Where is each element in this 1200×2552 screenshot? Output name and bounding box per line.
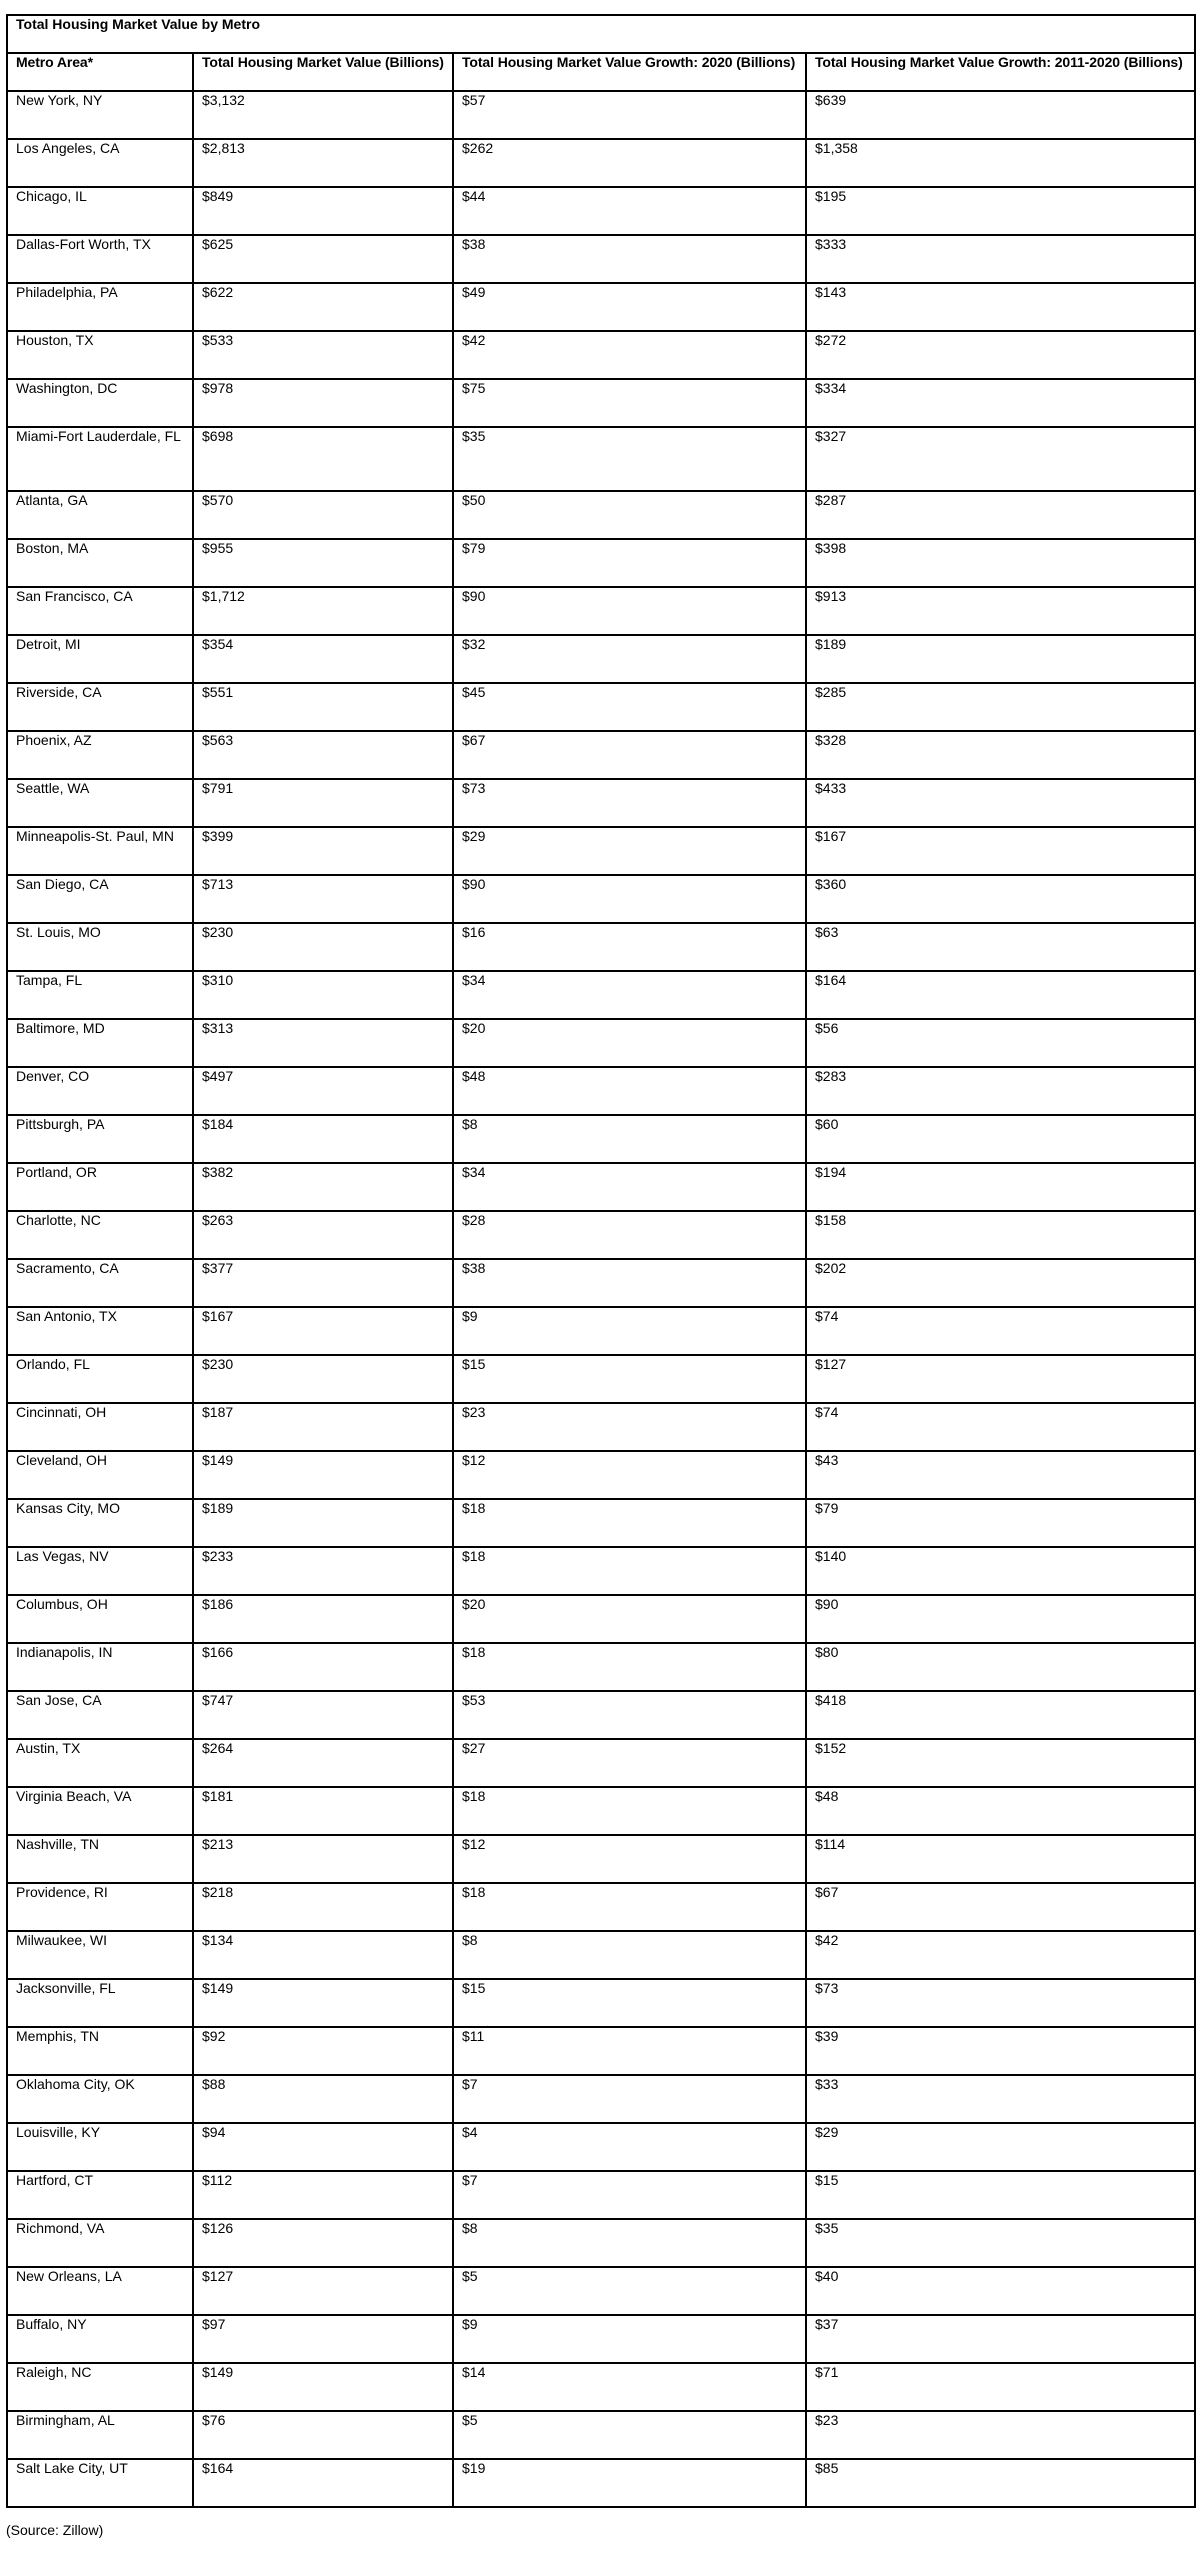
metro-area-cell: New York, NY — [7, 91, 193, 139]
growth-2011-2020-cell: $140 — [806, 1547, 1195, 1595]
metro-area-cell: San Diego, CA — [7, 875, 193, 923]
total-value-cell: $570 — [193, 491, 453, 539]
growth-2011-2020-cell: $56 — [806, 1019, 1195, 1067]
growth-2011-2020-cell: $283 — [806, 1067, 1195, 1115]
total-value-cell: $94 — [193, 2123, 453, 2171]
page — [6, 14, 1194, 2538]
total-value-cell: $134 — [193, 1931, 453, 1979]
source-note: (Source: Zillow) — [6, 2522, 104, 2538]
metro-area-cell: Denver, CO — [7, 1067, 193, 1115]
growth-2011-2020-cell: $73 — [806, 1979, 1195, 2027]
metro-area-cell: Kansas City, MO — [7, 1499, 193, 1547]
metro-area-cell: Boston, MA — [7, 539, 193, 587]
growth-2011-2020-cell: $74 — [806, 1403, 1195, 1451]
total-value-cell: $313 — [193, 1019, 453, 1067]
total-value-cell: $149 — [193, 1451, 453, 1499]
growth-2011-2020-cell: $334 — [806, 379, 1195, 427]
metro-area-cell: Phoenix, AZ — [7, 731, 193, 779]
total-value-cell: $230 — [193, 1355, 453, 1403]
table-body — [7, 91, 1195, 2507]
growth-2011-2020-cell: $71 — [806, 2363, 1195, 2411]
metro-area-cell: Salt Lake City, UT — [7, 2459, 193, 2507]
metro-area-cell: Austin, TX — [7, 1739, 193, 1787]
total-value-cell: $149 — [193, 1979, 453, 2027]
growth-2011-2020-cell: $37 — [806, 2315, 1195, 2363]
total-value-cell: $189 — [193, 1499, 453, 1547]
growth-2011-2020-cell: $79 — [806, 1499, 1195, 1547]
growth-2011-2020-cell: $1,358 — [806, 139, 1195, 187]
growth-2020-cell: $5 — [453, 2411, 806, 2459]
total-value-cell: $187 — [193, 1403, 453, 1451]
table-row — [7, 491, 1195, 539]
metro-area-cell: St. Louis, MO — [7, 923, 193, 971]
growth-2011-2020-cell: $114 — [806, 1835, 1195, 1883]
total-value-cell: $164 — [193, 2459, 453, 2507]
total-value-cell: $181 — [193, 1787, 453, 1835]
growth-2011-2020-cell: $43 — [806, 1451, 1195, 1499]
growth-2020-cell: $11 — [453, 2027, 806, 2075]
metro-area-cell: Providence, RI — [7, 1883, 193, 1931]
growth-2020-cell: $8 — [453, 2219, 806, 2267]
growth-2020-cell: $28 — [453, 1211, 806, 1259]
growth-2011-2020-cell: $189 — [806, 635, 1195, 683]
table-row — [7, 1787, 1195, 1835]
growth-2011-2020-cell: $143 — [806, 283, 1195, 331]
total-value-cell: $97 — [193, 2315, 453, 2363]
table-row — [7, 91, 1195, 139]
growth-2011-2020-cell: $67 — [806, 1883, 1195, 1931]
total-value-cell: $622 — [193, 283, 453, 331]
metro-area-cell: Columbus, OH — [7, 1595, 193, 1643]
metro-area-cell: Minneapolis-St. Paul, MN — [7, 827, 193, 875]
table-row — [7, 1019, 1195, 1067]
total-value-cell: $184 — [193, 1115, 453, 1163]
total-value-cell: $849 — [193, 187, 453, 235]
table-title: Total Housing Market Value by Metro — [7, 15, 1195, 53]
growth-2011-2020-cell: $15 — [806, 2171, 1195, 2219]
growth-2020-cell: $12 — [453, 1835, 806, 1883]
total-value-cell: $713 — [193, 875, 453, 923]
growth-2011-2020-cell: $639 — [806, 91, 1195, 139]
total-value-cell: $551 — [193, 683, 453, 731]
metro-area-cell: Richmond, VA — [7, 2219, 193, 2267]
total-value-cell: $230 — [193, 923, 453, 971]
metro-area-cell: Tampa, FL — [7, 971, 193, 1019]
table-row — [7, 1115, 1195, 1163]
table-row — [7, 1499, 1195, 1547]
growth-2020-cell: $35 — [453, 427, 806, 491]
growth-2011-2020-cell: $74 — [806, 1307, 1195, 1355]
table-row — [7, 1739, 1195, 1787]
growth-2020-cell: $57 — [453, 91, 806, 139]
total-value-cell: $88 — [193, 2075, 453, 2123]
growth-2020-cell: $32 — [453, 635, 806, 683]
total-value-cell: $533 — [193, 331, 453, 379]
table-row — [7, 283, 1195, 331]
growth-2020-cell: $14 — [453, 2363, 806, 2411]
table-row — [7, 379, 1195, 427]
table-row — [7, 539, 1195, 587]
table-row — [7, 2267, 1195, 2315]
metro-area-cell: Riverside, CA — [7, 683, 193, 731]
growth-2011-2020-cell: $194 — [806, 1163, 1195, 1211]
table-row — [7, 2459, 1195, 2507]
metro-area-cell: Sacramento, CA — [7, 1259, 193, 1307]
metro-area-cell: Birmingham, AL — [7, 2411, 193, 2459]
total-value-cell: $186 — [193, 1595, 453, 1643]
metro-area-cell: Charlotte, NC — [7, 1211, 193, 1259]
table-row — [7, 1835, 1195, 1883]
growth-2020-cell: $7 — [453, 2171, 806, 2219]
table-row — [7, 827, 1195, 875]
metro-area-cell: Las Vegas, NV — [7, 1547, 193, 1595]
table-row — [7, 1403, 1195, 1451]
growth-2011-2020-cell: $202 — [806, 1259, 1195, 1307]
metro-area-cell: Milwaukee, WI — [7, 1931, 193, 1979]
total-value-cell: $126 — [193, 2219, 453, 2267]
growth-2020-cell: $15 — [453, 1355, 806, 1403]
growth-2020-cell: $38 — [453, 1259, 806, 1307]
table-row — [7, 1259, 1195, 1307]
metro-area-cell: Seattle, WA — [7, 779, 193, 827]
table-row — [7, 731, 1195, 779]
table-row — [7, 2075, 1195, 2123]
growth-2020-cell: $67 — [453, 731, 806, 779]
total-value-cell: $625 — [193, 235, 453, 283]
housing-market-table — [6, 14, 1196, 2508]
table-row — [7, 635, 1195, 683]
total-value-cell: $978 — [193, 379, 453, 427]
growth-2020-cell: $34 — [453, 971, 806, 1019]
total-value-cell: $263 — [193, 1211, 453, 1259]
table-row — [7, 187, 1195, 235]
total-value-cell: $382 — [193, 1163, 453, 1211]
table-row — [7, 1595, 1195, 1643]
growth-2011-2020-cell: $42 — [806, 1931, 1195, 1979]
table-row — [7, 587, 1195, 635]
metro-area-cell: Buffalo, NY — [7, 2315, 193, 2363]
metro-area-cell: Detroit, MI — [7, 635, 193, 683]
growth-2011-2020-cell: $285 — [806, 683, 1195, 731]
table-row — [7, 779, 1195, 827]
growth-2011-2020-cell: $33 — [806, 2075, 1195, 2123]
growth-2020-cell: $48 — [453, 1067, 806, 1115]
growth-2020-cell: $16 — [453, 923, 806, 971]
total-value-cell: $354 — [193, 635, 453, 683]
growth-2011-2020-cell: $398 — [806, 539, 1195, 587]
growth-2011-2020-cell: $167 — [806, 827, 1195, 875]
table-row — [7, 1883, 1195, 1931]
metro-area-cell: Raleigh, NC — [7, 2363, 193, 2411]
table-row — [7, 331, 1195, 379]
growth-2020-cell: $18 — [453, 1643, 806, 1691]
table-row — [7, 1211, 1195, 1259]
total-value-cell: $112 — [193, 2171, 453, 2219]
growth-2011-2020-cell: $418 — [806, 1691, 1195, 1739]
metro-area-cell: Miami-Fort Lauderdale, FL — [7, 427, 193, 491]
column-header-metro-area: Metro Area* — [7, 53, 193, 91]
growth-2011-2020-cell: $85 — [806, 2459, 1195, 2507]
table-row — [7, 1691, 1195, 1739]
metro-area-cell: Houston, TX — [7, 331, 193, 379]
growth-2011-2020-cell: $913 — [806, 587, 1195, 635]
growth-2011-2020-cell: $35 — [806, 2219, 1195, 2267]
table-row — [7, 427, 1195, 491]
growth-2020-cell: $20 — [453, 1019, 806, 1067]
growth-2020-cell: $73 — [453, 779, 806, 827]
growth-2020-cell: $23 — [453, 1403, 806, 1451]
growth-2011-2020-cell: $23 — [806, 2411, 1195, 2459]
growth-2011-2020-cell: $63 — [806, 923, 1195, 971]
total-value-cell: $149 — [193, 2363, 453, 2411]
total-value-cell: $399 — [193, 827, 453, 875]
table-row — [7, 1979, 1195, 2027]
growth-2020-cell: $4 — [453, 2123, 806, 2171]
growth-2011-2020-cell: $287 — [806, 491, 1195, 539]
total-value-cell: $377 — [193, 1259, 453, 1307]
metro-area-cell: Virginia Beach, VA — [7, 1787, 193, 1835]
growth-2011-2020-cell: $433 — [806, 779, 1195, 827]
metro-area-cell: Nashville, TN — [7, 1835, 193, 1883]
total-value-cell: $955 — [193, 539, 453, 587]
table-row — [7, 971, 1195, 1019]
table-row — [7, 2315, 1195, 2363]
growth-2020-cell: $79 — [453, 539, 806, 587]
growth-2011-2020-cell: $39 — [806, 2027, 1195, 2075]
metro-area-cell: Baltimore, MD — [7, 1019, 193, 1067]
growth-2011-2020-cell: $60 — [806, 1115, 1195, 1163]
growth-2020-cell: $90 — [453, 587, 806, 635]
growth-2011-2020-cell: $158 — [806, 1211, 1195, 1259]
total-value-cell: $698 — [193, 427, 453, 491]
growth-2020-cell: $18 — [453, 1787, 806, 1835]
growth-2011-2020-cell: $90 — [806, 1595, 1195, 1643]
table-row — [7, 2171, 1195, 2219]
table-row — [7, 2411, 1195, 2459]
table-row — [7, 1643, 1195, 1691]
metro-area-cell: Oklahoma City, OK — [7, 2075, 193, 2123]
growth-2011-2020-cell: $327 — [806, 427, 1195, 491]
metro-area-cell: Dallas-Fort Worth, TX — [7, 235, 193, 283]
growth-2020-cell: $45 — [453, 683, 806, 731]
metro-area-cell: Indianapolis, IN — [7, 1643, 193, 1691]
metro-area-cell: Cincinnati, OH — [7, 1403, 193, 1451]
table-header-row — [7, 53, 1195, 91]
table-row — [7, 2123, 1195, 2171]
table-row — [7, 2219, 1195, 2267]
growth-2020-cell: $49 — [453, 283, 806, 331]
growth-2011-2020-cell: $328 — [806, 731, 1195, 779]
growth-2011-2020-cell: $80 — [806, 1643, 1195, 1691]
metro-area-cell: San Antonio, TX — [7, 1307, 193, 1355]
total-value-cell: $167 — [193, 1307, 453, 1355]
metro-area-cell: Jacksonville, FL — [7, 1979, 193, 2027]
total-value-cell: $310 — [193, 971, 453, 1019]
metro-area-cell: Washington, DC — [7, 379, 193, 427]
growth-2020-cell: $20 — [453, 1595, 806, 1643]
total-value-cell: $563 — [193, 731, 453, 779]
growth-2011-2020-cell: $164 — [806, 971, 1195, 1019]
growth-2011-2020-cell: $40 — [806, 2267, 1195, 2315]
growth-2020-cell: $5 — [453, 2267, 806, 2315]
growth-2020-cell: $15 — [453, 1979, 806, 2027]
growth-2020-cell: $18 — [453, 1499, 806, 1547]
table-row — [7, 1355, 1195, 1403]
total-value-cell: $218 — [193, 1883, 453, 1931]
growth-2011-2020-cell: $48 — [806, 1787, 1195, 1835]
column-header-growth-2020: Total Housing Market Value Growth: 2020 (Billions) — [453, 53, 806, 91]
growth-2020-cell: $53 — [453, 1691, 806, 1739]
growth-2011-2020-cell: $333 — [806, 235, 1195, 283]
metro-area-cell: Hartford, CT — [7, 2171, 193, 2219]
total-value-cell: $166 — [193, 1643, 453, 1691]
growth-2011-2020-cell: $272 — [806, 331, 1195, 379]
table-row — [7, 2027, 1195, 2075]
growth-2020-cell: $42 — [453, 331, 806, 379]
growth-2011-2020-cell: $127 — [806, 1355, 1195, 1403]
column-header-growth-2011-2020: Total Housing Market Value Growth: 2011-2020 (Billions) — [806, 53, 1195, 91]
metro-area-cell: Atlanta, GA — [7, 491, 193, 539]
growth-2020-cell: $9 — [453, 2315, 806, 2363]
growth-2020-cell: $29 — [453, 827, 806, 875]
total-value-cell: $76 — [193, 2411, 453, 2459]
table-row — [7, 1547, 1195, 1595]
metro-area-cell: Chicago, IL — [7, 187, 193, 235]
growth-2020-cell: $27 — [453, 1739, 806, 1787]
metro-area-cell: San Francisco, CA — [7, 587, 193, 635]
table-row — [7, 1931, 1195, 1979]
growth-2020-cell: $7 — [453, 2075, 806, 2123]
growth-2020-cell: $9 — [453, 1307, 806, 1355]
total-value-cell: $264 — [193, 1739, 453, 1787]
table-row — [7, 1163, 1195, 1211]
table-row — [7, 923, 1195, 971]
growth-2020-cell: $18 — [453, 1883, 806, 1931]
metro-area-cell: Philadelphia, PA — [7, 283, 193, 331]
column-header-total-value: Total Housing Market Value (Billions) — [193, 53, 453, 91]
total-value-cell: $2,813 — [193, 139, 453, 187]
growth-2020-cell: $50 — [453, 491, 806, 539]
total-value-cell: $233 — [193, 1547, 453, 1595]
growth-2011-2020-cell: $152 — [806, 1739, 1195, 1787]
growth-2020-cell: $75 — [453, 379, 806, 427]
metro-area-cell: San Jose, CA — [7, 1691, 193, 1739]
metro-area-cell: Memphis, TN — [7, 2027, 193, 2075]
table-row — [7, 2363, 1195, 2411]
total-value-cell: $497 — [193, 1067, 453, 1115]
growth-2020-cell: $8 — [453, 1931, 806, 1979]
metro-area-cell: Pittsburgh, PA — [7, 1115, 193, 1163]
growth-2011-2020-cell: $360 — [806, 875, 1195, 923]
table-row — [7, 875, 1195, 923]
total-value-cell: $92 — [193, 2027, 453, 2075]
total-value-cell: $1,712 — [193, 587, 453, 635]
metro-area-cell: Orlando, FL — [7, 1355, 193, 1403]
total-value-cell: $747 — [193, 1691, 453, 1739]
table-row — [7, 1451, 1195, 1499]
total-value-cell: $791 — [193, 779, 453, 827]
total-value-cell: $127 — [193, 2267, 453, 2315]
growth-2020-cell: $34 — [453, 1163, 806, 1211]
table-row — [7, 139, 1195, 187]
growth-2011-2020-cell: $195 — [806, 187, 1195, 235]
table-row — [7, 235, 1195, 283]
growth-2020-cell: $12 — [453, 1451, 806, 1499]
growth-2011-2020-cell: $29 — [806, 2123, 1195, 2171]
metro-area-cell: Louisville, KY — [7, 2123, 193, 2171]
growth-2020-cell: $44 — [453, 187, 806, 235]
growth-2020-cell: $90 — [453, 875, 806, 923]
metro-area-cell: Los Angeles, CA — [7, 139, 193, 187]
metro-area-cell: New Orleans, LA — [7, 2267, 193, 2315]
growth-2020-cell: $18 — [453, 1547, 806, 1595]
growth-2020-cell: $19 — [453, 2459, 806, 2507]
growth-2020-cell: $38 — [453, 235, 806, 283]
table-title-row — [7, 15, 1195, 53]
growth-2020-cell: $8 — [453, 1115, 806, 1163]
total-value-cell: $213 — [193, 1835, 453, 1883]
table-row — [7, 1067, 1195, 1115]
table-row — [7, 683, 1195, 731]
metro-area-cell: Cleveland, OH — [7, 1451, 193, 1499]
table-row — [7, 1307, 1195, 1355]
total-value-cell: $3,132 — [193, 91, 453, 139]
metro-area-cell: Portland, OR — [7, 1163, 193, 1211]
growth-2020-cell: $262 — [453, 139, 806, 187]
